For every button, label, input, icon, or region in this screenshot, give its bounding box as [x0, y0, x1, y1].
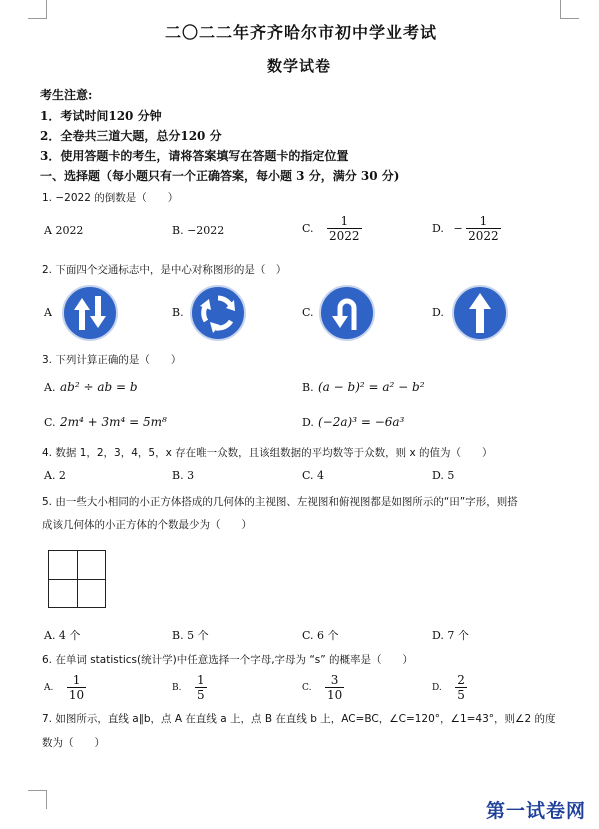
q3-option-b-expression: (a − b)² = a² − b²: [318, 380, 425, 394]
q5-option-d: D. 7 个: [432, 629, 469, 642]
q6-option-b: [172, 673, 207, 702]
q6-option-c: [302, 673, 344, 702]
question-4-stem: 4. 数据 1，2，3，4，5，x 存在唯一众数，且该组数据的平均数等于众数，则 x 的值为（ ）: [42, 447, 493, 459]
q4-option-c: C. 4: [302, 469, 325, 482]
question-6-stem: 6. 在单词 statistics(统计学)中任意选择一个字母,字母为 “s” 的概率是（ ）: [42, 654, 414, 666]
q2-option-b-label: B.: [172, 306, 184, 319]
question-7-stem: 7. 如图所示，直线 a∥b，点 A 在直线 a 上，点 B 在直线 b 上，AC=BC，∠C=120°，∠1=43°，则∠2 的度: [42, 713, 556, 725]
q2-option-c-label: C.: [302, 306, 314, 319]
fraction-denominator: 5: [196, 688, 205, 702]
fraction-denominator: 2022: [329, 229, 360, 243]
q1-option-c: [302, 214, 362, 243]
q6-option-d: [432, 673, 467, 702]
fraction-numerator: 1: [479, 214, 488, 228]
notice-item: 1．考试时间120 分钟: [40, 109, 162, 123]
q1-option-c-fraction: [327, 214, 362, 243]
q1-option-d: [432, 214, 501, 243]
option-fraction: [455, 673, 467, 702]
fraction-numerator: 2: [457, 673, 465, 687]
question-5-stem-continued: 成该几何体的小正方体的个数最少为（ ）: [42, 519, 252, 531]
notice-item: 2．全卷共三道大题，总分120 分: [40, 129, 222, 143]
corner-mark-bottom-left: [28, 790, 47, 809]
q1-option-d-sign: −: [453, 222, 463, 235]
q2-option-a-label: A: [44, 306, 52, 319]
q5-option-a: A. 4 个: [44, 629, 81, 642]
option-fraction: [325, 673, 344, 702]
option-label: D.: [432, 682, 442, 693]
question-7-stem-continued: 数为（ ）: [42, 737, 105, 749]
q3-option-d-label: D.: [302, 416, 314, 429]
corner-mark-top-left: [28, 0, 47, 19]
q1-option-d-label: D.: [432, 222, 444, 235]
q1-option-a: A 2022: [44, 224, 84, 237]
fraction-numerator: 1: [72, 673, 81, 687]
fraction-numerator: 1: [196, 673, 205, 687]
page-title: 二〇二二年齐齐哈尔市初中学业考试: [165, 23, 438, 42]
fraction-denominator: 5: [457, 688, 465, 702]
tian-grid-figure: [48, 550, 106, 608]
option-fraction: [195, 673, 207, 702]
q3-option-d-expression: (−2a)³ = −6a³: [318, 415, 405, 429]
q1-option-c-label: C.: [302, 222, 314, 235]
q3-option-a-label: A.: [44, 381, 56, 394]
q4-option-b: B. 3: [172, 469, 195, 482]
notice-item: 3．使用答题卡的考生，请将答案填写在答题卡的指定位置: [40, 149, 349, 163]
site-logo: 第一试卷网: [486, 800, 587, 822]
q5-option-c: C. 6 个: [302, 629, 339, 642]
option-label: C.: [302, 682, 312, 693]
fraction-numerator: 1: [340, 214, 349, 228]
option-label: B.: [172, 682, 182, 693]
roundabout-icon: [189, 284, 247, 342]
u-turn-icon: [318, 284, 376, 342]
q6-option-a: [44, 673, 86, 702]
option-label: A.: [44, 682, 54, 693]
question-3-stem: 3. 下列计算正确的是（ ）: [42, 354, 182, 366]
q3-option-a-expression: ab² ÷ ab = b: [60, 380, 138, 394]
q4-option-d: D. 5: [432, 469, 455, 482]
notice-heading: 考生注意:: [40, 88, 93, 102]
fraction-denominator: 10: [68, 688, 85, 702]
question-2-stem: 2. 下面四个交通标志中，是中心对称图形的是（ ）: [42, 264, 287, 276]
corner-mark-top-right: [560, 0, 579, 19]
q2-option-d-label: D.: [432, 306, 444, 319]
q5-option-b: B. 5 个: [172, 629, 209, 642]
page-subtitle: 数学试卷: [267, 57, 332, 75]
question-1-stem: 1. −2022 的倒数是（ ）: [42, 192, 179, 204]
q4-option-a: A. 2: [44, 469, 66, 482]
q3-option-b-label: B.: [302, 381, 314, 394]
fraction-denominator: 2022: [468, 229, 499, 243]
q3-option-c-label: C.: [44, 416, 56, 429]
straight-ahead-icon: [451, 284, 509, 342]
q3-option-c-expression: 2m⁴ + 3m⁴ = 5m⁸: [60, 415, 167, 429]
section-heading: 一、选择题（每小题只有一个正确答案，每小题 3 分，满分 30 分): [40, 169, 400, 183]
question-5-stem: 5. 由一些大小相同的小正方体搭成的几何体的主视图、左视图和俯视图都是如图所示的“田”字形，则搭: [42, 496, 518, 508]
q1-option-b: B. −2022: [172, 224, 225, 237]
option-fraction: [67, 673, 86, 702]
fraction-numerator: 3: [330, 673, 339, 687]
q1-option-d-fraction: [466, 214, 501, 243]
two-way-arrows-icon: [61, 284, 119, 342]
fraction-denominator: 10: [326, 688, 343, 702]
